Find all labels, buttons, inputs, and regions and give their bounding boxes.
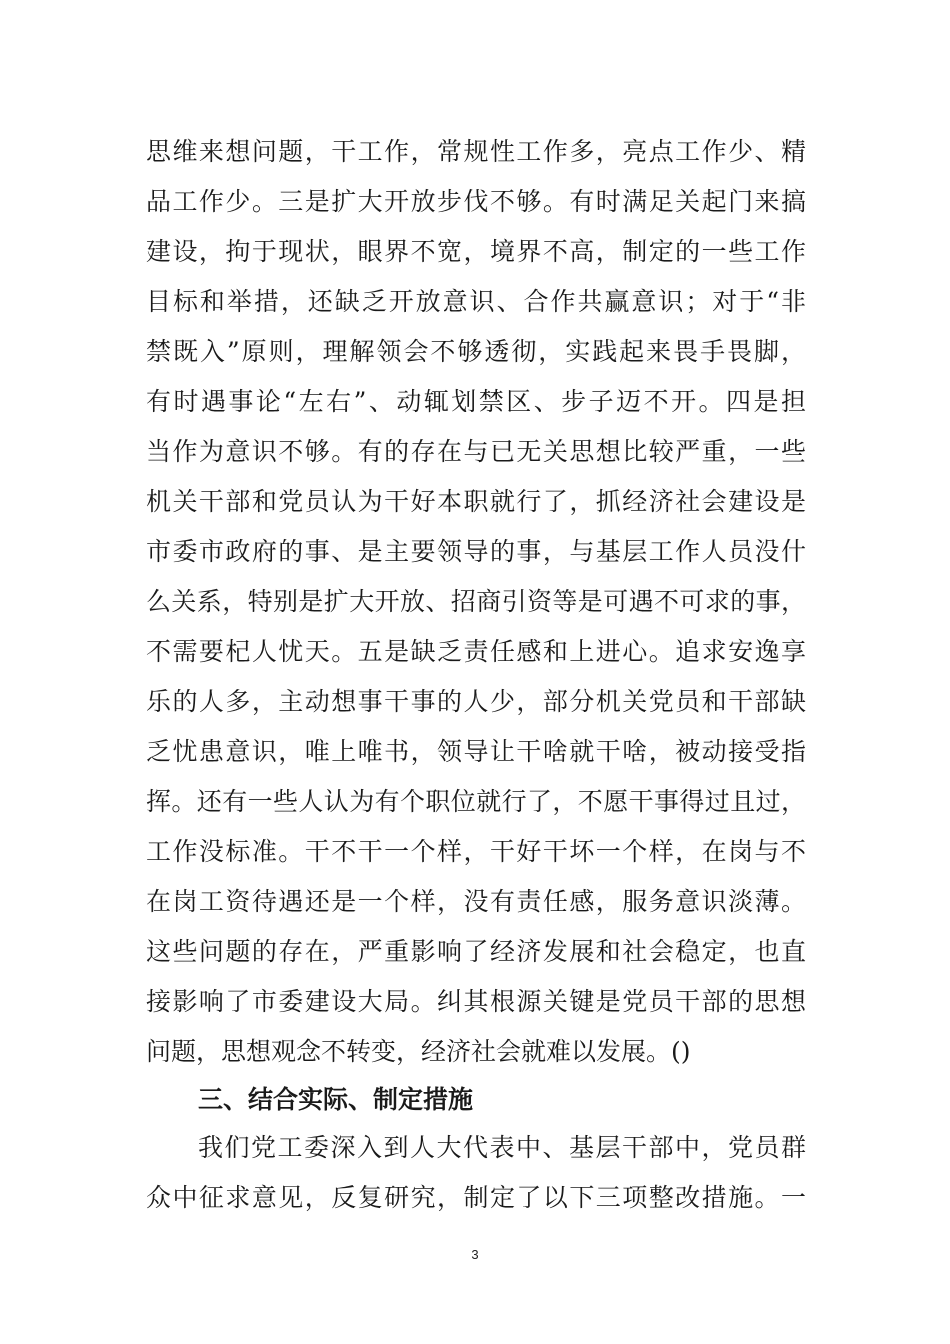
body-line-11: 不需要杞人忧天。五是缺乏责任感和上进心。追求安逸享 [146,637,806,666]
body-line-16: 在岗工资待遇还是一个样，没有责任感，服务意识淡薄。 [146,887,806,916]
body-line-10: 么关系，特别是扩大开放、招商引资等是可遇不可求的事， [146,587,806,616]
body-line-13: 乏忧患意识，唯上唯书，领导让干啥就干啥，被动接受指 [146,737,806,766]
body-line-3: 建设，拘于现状，眼界不宽，境界不高，制定的一些工作 [146,237,806,266]
body-line-19: 问题，思想观念不转变，经济社会就难以发展。() [146,1037,691,1066]
body-line-9: 市委市政府的事、是主要领导的事，与基层工作人员没什 [146,537,806,566]
body-line-4: 目标和举措，还缺乏开放意识、合作共赢意识；对于“非 [146,287,806,316]
body-line-2: 品工作少。三是扩大开放步伐不够。有时满足关起门来搞 [146,187,806,216]
body-line-1: 思维来想问题，干工作，常规性工作多，亮点工作少、精 [146,137,806,166]
body-line-7: 当作为意识不够。有的存在与已无关思想比较严重，一些 [146,437,806,466]
body-line-15: 工作没标准。干不干一个样，干好干坏一个样，在岗与不 [146,837,806,866]
section-line-1: 我们党工委深入到人大代表中、基层干部中，党员群 [198,1133,806,1162]
body-line-5: 禁既入”原则，理解领会不够透彻，实践起来畏手畏脚， [146,337,806,366]
body-line-14: 挥。还有一些人认为有个职位就行了，不愿干事得过且过， [146,787,806,816]
body-line-12: 乐的人多，主动想事干事的人少，部分机关党员和干部缺 [146,687,806,716]
body-line-18: 接影响了市委建设大局。纠其根源关键是党员干部的思想 [146,987,806,1016]
body-line-8: 机关干部和党员认为干好本职就行了，抓经济社会建设是 [146,487,806,516]
body-line-6: 有时遇事论“左右”、动辄划禁区、步子迈不开。四是担 [146,387,806,416]
section-line-2: 众中征求意见，反复研究，制定了以下三项整改措施。一 [146,1183,806,1212]
page-number: 3 [471,1247,479,1262]
section-heading: 三、结合实际、制定措施 [198,1085,474,1114]
body-line-17: 这些问题的存在，严重影响了经济发展和社会稳定，也直 [146,937,806,966]
